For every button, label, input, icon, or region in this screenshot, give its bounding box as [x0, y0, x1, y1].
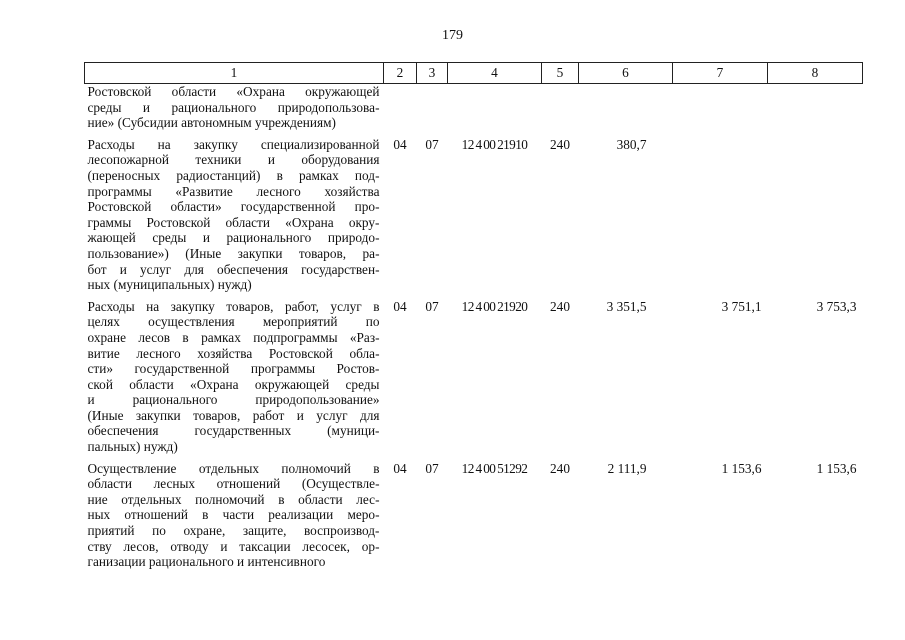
table-body: [85, 84, 863, 576]
row-amount-col6: 380,7: [616, 136, 647, 152]
header-col-3: 3: [417, 63, 448, 84]
header-col-4: 4: [448, 63, 542, 84]
row-target-article: 12 4 00 51292: [461, 460, 528, 476]
table-row: [85, 137, 863, 299]
row-expense-type: [542, 84, 579, 137]
description-line: Расходы на закупку товаров, работ, услуг в: [87, 298, 380, 314]
row-amount-col8: [768, 84, 863, 137]
row-target-article: 12 4 00 21910: [461, 136, 528, 152]
description-line: жающей среды и рационального природо-: [87, 230, 380, 246]
row-amount-col8: 3 753,3: [816, 298, 857, 314]
budget-table: [84, 62, 863, 576]
description-line: ской области «Охрана окружающей среды: [87, 376, 380, 392]
row-expense-type: 240: [550, 298, 570, 314]
row-amount-col7: [673, 84, 768, 137]
row-subsection-code: 07: [425, 136, 439, 152]
description-line: приятий по охране, защите, воспроизвод-: [87, 523, 380, 539]
row-amount-col6: [579, 84, 673, 137]
header-col-7: 7: [673, 63, 768, 84]
description-line: ных отношений в части реализации меро-: [87, 507, 380, 523]
description-line: и рационального природопользование»: [87, 392, 380, 408]
description-line: (Иные закупки товаров, работ и услуг для: [87, 407, 380, 423]
table-row: [85, 299, 863, 461]
description-line: сти» государственной программы Ростов-: [87, 361, 380, 377]
row-expense-type: 240: [550, 136, 570, 152]
description-line: программы «Развитие лесного хозяйства: [87, 183, 380, 199]
description-line: Ростовской области» государственной про-: [87, 199, 380, 215]
row-section-code: 04: [393, 136, 407, 152]
header-row: [85, 63, 863, 84]
description-line: Расходы на закупку специализированной: [87, 136, 380, 152]
row-amount-col7: 1 153,6: [721, 460, 762, 476]
description-line: лесопожарной техники и оборудования: [87, 152, 380, 168]
row-description: [85, 137, 384, 299]
header-col-6: 6: [579, 63, 673, 84]
row-target-article: 12 4 00 21920: [461, 298, 528, 314]
row-section-code: 04: [393, 460, 407, 476]
header-col-2: 2: [384, 63, 417, 84]
table-row: [85, 461, 863, 576]
row-amount-col6: 3 351,5: [606, 298, 647, 314]
description-line: охране лесов в рамках подпрограммы «Раз-: [87, 329, 380, 345]
row-amount-col8: [768, 137, 863, 299]
row-description: [85, 84, 384, 137]
description-line: ных (муниципальных) нужд): [87, 277, 252, 293]
row-amount-col7: 3 751,1: [721, 298, 762, 314]
description-line: (переносных радиостанций) в рамках под-: [87, 167, 380, 183]
row-description: [85, 461, 384, 576]
table-row: [85, 84, 863, 137]
row-amount-col7: [673, 137, 768, 299]
row-subsection-code: 07: [425, 460, 439, 476]
description-line: ние отдельных полномочий в области лес-: [87, 491, 380, 507]
row-section-code: 04: [393, 298, 407, 314]
description-line: среды и рационального природопользова-: [87, 99, 380, 115]
description-line: области лесных отношений (Осуществле-: [87, 476, 380, 492]
description-line: Осуществление отдельных полномочий в: [87, 460, 380, 476]
description-line: ганизации рационального и интенсивного: [87, 554, 326, 570]
description-line: обеспечения государственных (муници-: [87, 423, 380, 439]
row-subsection-code: [417, 84, 448, 137]
row-expense-type: 240: [550, 460, 570, 476]
header-col-5: 5: [542, 63, 579, 84]
description-line: граммы Ростовской области «Охрана окру-: [87, 214, 380, 230]
row-amount-col8: 1 153,6: [816, 460, 857, 476]
description-line: ству лесов, отводу и таксации лесосек, ор-: [87, 538, 380, 554]
description-line: ние» (Субсидии автономным учреждениям): [87, 115, 336, 131]
header-col-1: 1: [85, 63, 384, 84]
row-subsection-code: 07: [425, 298, 439, 314]
table-header: [85, 63, 863, 84]
description-line: целях осуществления мероприятий по: [87, 314, 380, 330]
header-col-8: 8: [768, 63, 863, 84]
description-line: бот и услуг для обеспечения государствен-: [87, 261, 380, 277]
row-description: [85, 299, 384, 461]
row-section-code: [384, 84, 417, 137]
row-target-article: [448, 84, 542, 137]
row-amount-col6: 2 111,9: [607, 460, 647, 476]
description-line: пользование») (Иные закупки товаров, ра-: [87, 245, 380, 261]
description-line: витие лесного хозяйства Ростовской обла-: [87, 345, 380, 361]
description-line: Ростовской области «Охрана окружающей: [87, 84, 380, 99]
page-number: 179: [442, 28, 463, 43]
description-line: пальных) нужд): [87, 439, 178, 455]
